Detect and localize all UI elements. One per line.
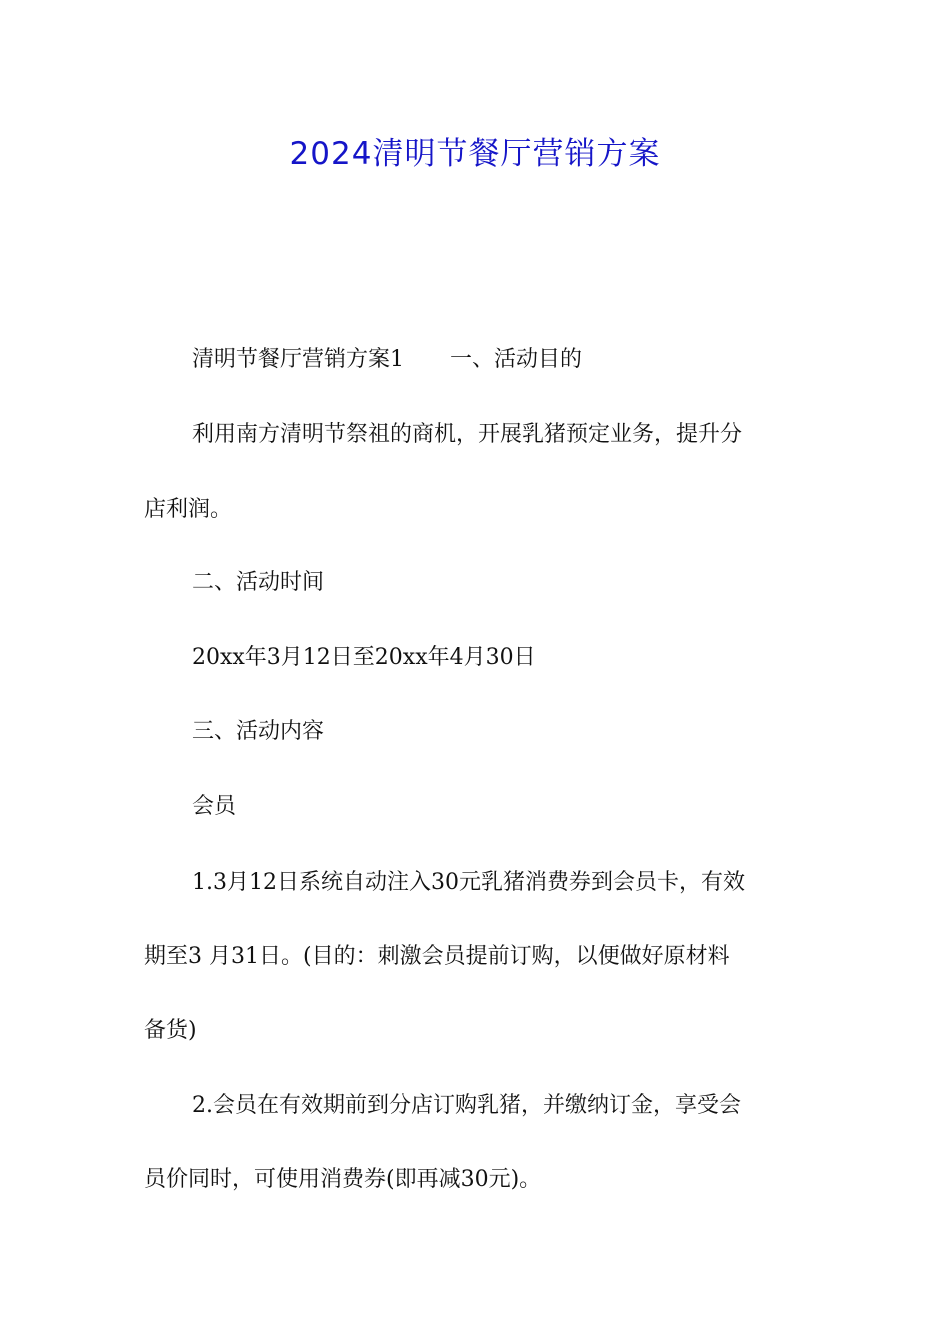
paragraph-line	[144, 345, 857, 375]
section-heading-objective: 一、活动目的	[450, 347, 583, 372]
section-heading-time: 二、活动时间	[192, 570, 325, 595]
subheading-member: 会员	[192, 794, 237, 819]
paragraph-line: 店利润。	[144, 497, 233, 522]
section-heading-plan-1: 清明节餐厅营销方案1	[192, 347, 404, 372]
paragraph-line: 备货)	[144, 1018, 197, 1043]
paragraph-line: 期至3 月31日。(目的：刺激会员提前订购，以便做好原材料	[144, 944, 730, 969]
paragraph-line: 员价同时，可使用消费券(即再减30元)。	[144, 1167, 542, 1192]
paragraph-line: 2.会员在有效期前到分店订购乳猪，并缴纳订金，享受会	[192, 1093, 741, 1118]
section-heading-content: 三、活动内容	[192, 719, 325, 744]
paragraph-line: 1.3月12日系统自动注入30元乳猪消费券到会员卡，有效	[192, 870, 745, 895]
document-title: 2024清明节餐厅营销方案	[289, 136, 661, 172]
paragraph-line: 20xx年3月12日至20xx年4月30日	[192, 645, 536, 670]
paragraph-line: 利用南方清明节祭祖的商机，开展乳猪预定业务，提升分	[192, 422, 743, 447]
